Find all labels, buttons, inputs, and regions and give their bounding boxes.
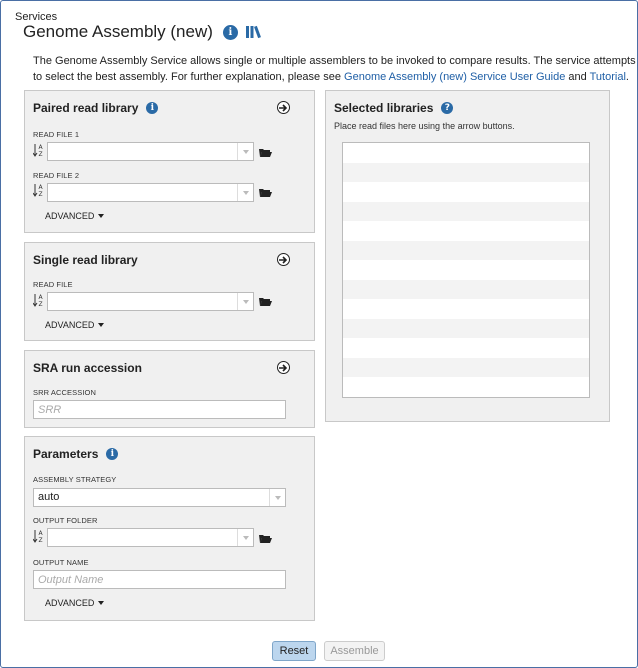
list-item: [343, 280, 589, 300]
single-read-panel: [24, 242, 315, 341]
description-end: .: [625, 71, 629, 83]
svg-text:Z: Z: [38, 301, 43, 307]
chevron-down-icon[interactable]: [237, 293, 253, 310]
list-item: [343, 299, 589, 319]
read-file-label: READ FILE: [33, 280, 73, 289]
chevron-down-icon[interactable]: [269, 489, 285, 506]
selected-libraries-help: Place read files here using the arrow buttons.: [334, 121, 515, 131]
assemble-button[interactable]: Assemble: [324, 641, 385, 661]
svg-text:A: A: [38, 294, 43, 301]
sra-panel: [24, 350, 315, 428]
sort-icon[interactable]: [33, 529, 45, 543]
chevron-down-icon[interactable]: [237, 184, 253, 201]
chevron-down-icon[interactable]: [237, 529, 253, 546]
sort-icon[interactable]: [33, 143, 45, 157]
svg-text:Z: Z: [38, 151, 43, 157]
folder-icon[interactable]: [259, 294, 272, 304]
caret-down-icon: [98, 601, 104, 605]
selected-libraries-title-text: Selected libraries: [334, 101, 434, 115]
list-item: [343, 202, 589, 222]
single-read-title: [33, 253, 138, 267]
output-folder-label: OUTPUT FOLDER: [33, 516, 98, 525]
paired-read-title: [33, 101, 158, 115]
output-folder-select[interactable]: [47, 528, 254, 547]
service-description: [33, 53, 637, 85]
library-icon[interactable]: [246, 25, 264, 39]
list-item: [343, 319, 589, 339]
info-icon[interactable]: i: [106, 448, 118, 460]
svg-text:A: A: [38, 530, 43, 537]
paired-read-title-text: Paired read library: [33, 101, 139, 115]
assembly-strategy-select[interactable]: [33, 488, 286, 507]
reset-button[interactable]: Reset: [272, 641, 316, 661]
parameters-title-text: Parameters: [33, 447, 99, 461]
output-name-input[interactable]: [33, 570, 286, 589]
list-item: [343, 338, 589, 358]
svg-text:Z: Z: [38, 191, 43, 197]
list-item: [343, 221, 589, 241]
folder-icon[interactable]: [259, 531, 272, 541]
list-item: [343, 377, 589, 397]
read-file-2-select[interactable]: [47, 183, 254, 202]
advanced-label: ADVANCED: [45, 211, 95, 221]
help-icon[interactable]: ?: [441, 102, 453, 114]
assembly-strategy-label: ASSEMBLY STRATEGY: [33, 475, 117, 484]
svg-text:Z: Z: [38, 537, 43, 543]
user-guide-link[interactable]: Genome Assembly (new) Service User Guide: [344, 71, 566, 83]
chevron-down-icon[interactable]: [237, 143, 253, 160]
caret-down-icon: [98, 214, 104, 218]
single-advanced-toggle[interactable]: [45, 320, 104, 330]
list-item: [343, 143, 589, 163]
srr-accession-input[interactable]: [33, 400, 286, 419]
read-file-2-label: READ FILE 2: [33, 171, 80, 180]
svg-text:A: A: [38, 144, 43, 151]
parameters-advanced-toggle[interactable]: [45, 598, 104, 608]
list-item: [343, 260, 589, 280]
parameters-panel: [24, 436, 315, 621]
parameters-title: [33, 447, 118, 461]
list-item: [343, 358, 589, 378]
single-read-title-text: Single read library: [33, 253, 138, 267]
sort-icon[interactable]: [33, 183, 45, 197]
list-item: [343, 241, 589, 261]
folder-icon[interactable]: [259, 145, 272, 155]
list-item: [343, 163, 589, 183]
advanced-label: ADVANCED: [45, 598, 95, 608]
read-file-1-label: READ FILE 1: [33, 130, 80, 139]
folder-icon[interactable]: [259, 185, 272, 195]
output-name-label: OUTPUT NAME: [33, 558, 89, 567]
srr-accession-label: SRR ACCESSION: [33, 388, 96, 397]
caret-down-icon: [98, 323, 104, 327]
advanced-label: ADVANCED: [45, 320, 95, 330]
tutorial-link[interactable]: Tutorial: [589, 71, 626, 83]
selected-libraries-title: [334, 101, 453, 115]
add-sra-arrow-icon[interactable]: [277, 361, 290, 374]
read-file-select[interactable]: [47, 292, 254, 311]
assembly-strategy-value: auto: [38, 491, 60, 503]
breadcrumb[interactable]: Services: [15, 11, 58, 23]
page-title-text: Genome Assembly (new): [23, 22, 213, 41]
page-title: [23, 22, 264, 42]
sra-title-text: SRA run accession: [33, 361, 142, 375]
list-item: [343, 182, 589, 202]
paired-read-panel: [24, 90, 315, 233]
info-icon[interactable]: i: [223, 25, 238, 40]
description-and: and: [565, 71, 590, 83]
info-icon[interactable]: i: [146, 102, 158, 114]
paired-advanced-toggle[interactable]: [45, 211, 104, 221]
selected-libraries-list[interactable]: [342, 142, 590, 398]
sra-title: [33, 361, 142, 375]
add-paired-arrow-icon[interactable]: [277, 101, 290, 114]
read-file-1-select[interactable]: [47, 142, 254, 161]
sort-icon[interactable]: [33, 293, 45, 307]
selected-libraries-panel: [325, 90, 610, 422]
add-single-arrow-icon[interactable]: [277, 253, 290, 266]
description-text: The Genome Assembly Service allows single or multiple assemblers to be invoked to compare results. The service attempts to select the best assembly. For further explanation, please see: [33, 55, 636, 83]
svg-text:A: A: [38, 184, 43, 191]
